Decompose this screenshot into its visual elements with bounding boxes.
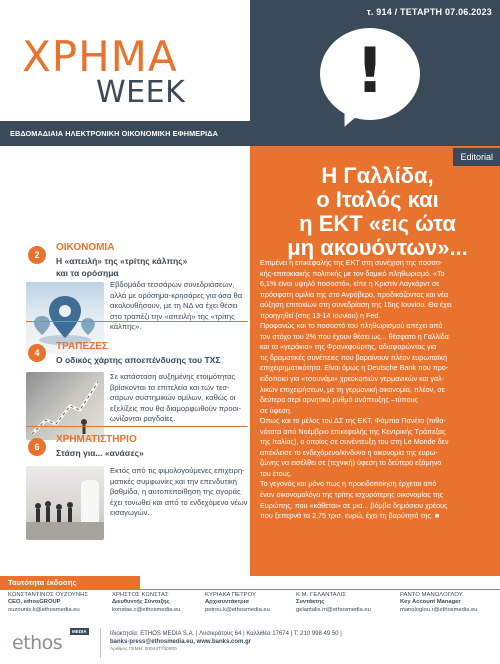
staff-email[interactable]: ouzounis.k@ethosmedia.eu <box>8 606 80 613</box>
body-line: έναν οικονομολόγο της τρίτης ισχυρότερης οικονομίας της <box>260 490 444 500</box>
body-line: δεύτερο σερί αρνητικό ρυθμό ανάπτυξης –τύπους <box>260 395 418 405</box>
body-line: και τα «γεράκια» της Φρανκφούρτης, αδιαφορώντας για <box>260 342 437 352</box>
page-badge-6[interactable]: 6 <box>28 438 46 456</box>
speech-bubble-icon <box>320 28 420 120</box>
divider <box>26 321 248 322</box>
blurb-line: σάρων συστημικών ομίλων, καθώς οι <box>110 393 236 403</box>
body-line: Όπως και το μέλος του ΔΣ της ΕΚΤ, Φάμπιο Πανέτα (πιθα- <box>260 416 446 426</box>
staff-editor-in-chief <box>205 592 270 614</box>
rubric-economy: ΟΙΚΟΝΟΜΙΑ <box>56 242 115 253</box>
body-line: απέκλεισε το ενδεχόμενο/κίνδυνο η οικονομία της ευρω- <box>260 447 438 457</box>
blurb-economy <box>110 280 248 333</box>
body-line: του έτους. <box>260 468 292 478</box>
issue-date: τ. 914 / ΤΕΤΑΡΤΗ 07.06.2023 <box>366 7 492 17</box>
blurb-line: στο τραπέζι την «απειλή» της «τρίτης <box>110 311 235 321</box>
headline-line: και τα ορόσημα <box>56 268 119 278</box>
body-line: ειδοποιεί για «τσουνάμι» χρεοκοπιών γερμανικών και γαλ- <box>260 374 445 384</box>
blurb-banks <box>110 372 248 425</box>
body-line: κής-επιτοκιακής πολιτικής με τον δομικό πληθωρισμό. «Το <box>260 268 445 278</box>
blurb-line: ματικές συμφωνίες και την επενδυτική <box>110 476 238 486</box>
staff-email[interactable]: petrou.k@ethosmedia.eu <box>205 606 270 613</box>
body-line: προηγηθεί (στις 13-14 Ιουνίου) η Fed. <box>260 310 381 320</box>
headline-line: Ο οδικός χάρτης αποεπένδυσης του ΤΧΣ <box>56 355 221 365</box>
story-column <box>0 146 250 576</box>
body-line: 6,1% είναι υψηλό ποσοστό», είπε η Κριστίν Λαγκάρντ σε <box>260 279 440 289</box>
body-line: πρόσφατη ομιλία της στο Ανρόβερο, προδικάζοντας και νέα <box>260 289 449 299</box>
title-line: Η Γαλλίδα, <box>321 163 434 188</box>
contact-line[interactable]: banks-press@ethosmedia.eu, www.banks.com.gr <box>110 639 252 645</box>
editorial-body <box>260 258 492 522</box>
blurb-line: αλλά με ορόσημα-κρησάρες για όσα θα <box>110 290 243 300</box>
divider <box>26 426 248 427</box>
publisher-line: Ιδιοκτησία: ETHOS MEDIA S.A. | Λυσικράτους 64 | Καλλιθέα 17674 | T: 210 998 49 50 | <box>110 631 342 637</box>
title-line: μη ακουόντων»... <box>287 235 468 260</box>
body-line: ζώνης να εισέλθει σε (τεχνική) ύφεση το δεύτερο εξάμηνο <box>260 458 442 468</box>
staff-role: Διευθυντής Σύνταξης <box>112 599 170 606</box>
staff-reporter <box>296 592 371 614</box>
body-line: νότατα από Νοέμβριο επικεφαλής της Κεντρικής Τράπεζας <box>260 426 446 436</box>
headline-line: Στάση για... «ανάσες» <box>56 448 144 458</box>
body-line: επιχειρηματικότητα. Είναι όμως η Deutsche Bank που προ- <box>260 363 449 373</box>
footer-rule <box>0 589 500 590</box>
body-line: αύξηση επιτοκίων στη συνεδρίαση της 15ης Ιουνίου. Θα έχει <box>260 300 452 310</box>
title-line: ο Ιταλός και <box>316 187 439 212</box>
staff-email[interactable]: konstas.c@ethosmedia.eu <box>112 606 181 613</box>
staff-name: ΚΩΝΣΤΑΝΤΙΝΟΣ ΟΥΖΟΥΝΗΣ <box>8 592 89 598</box>
body-line: τις δραματικές συνέπειες που βαραίνουν πλέον ευρωπαϊκή <box>260 352 448 362</box>
editorial-tab[interactable]: Editorial <box>453 148 500 166</box>
staff-director <box>112 592 180 614</box>
title-line: η ΕΚΤ «εις ώτα <box>299 211 456 236</box>
blurb-line: βαθμίδα, η αυτοπεποίθηση της αγοράς <box>110 487 241 497</box>
masthead <box>0 0 500 146</box>
blurb-line: ωνίζονται ραγδαίες. <box>110 414 176 424</box>
headline-banks[interactable] <box>56 354 246 366</box>
staff-role: Key Account Manager <box>400 599 461 606</box>
logo-xrima: ΧΡΗΜΑ <box>22 32 178 81</box>
body-line: Ευρώπης, που «κάθεται» σε μια... βόμβα δημόσιου χρέους <box>260 500 448 510</box>
logo-tag: MEDIA <box>72 629 87 634</box>
publisher-info <box>110 630 342 654</box>
body-line: Επιμένει η επικεφαλής της ΕΚΤ στη συνέχιση της ποσοτι- <box>260 258 443 267</box>
staff-name: ΡΑΝΤΟ ΜΑΝΩΛΟΓΛΟΥ <box>400 592 463 598</box>
staff-name: ΚΥΡΙΑΚΑ ΠΕΤΡΟΥ <box>205 592 257 598</box>
footer-separator <box>100 628 101 658</box>
logo-word: ethos <box>12 632 63 654</box>
tagline: ΕΒΔΟΜΑΔΙΑΙΑ ΗΛΕΚΤΡΟΝΙΚΗ ΟΙΚΟΝΟΜΙΚΗ ΕΦΗΜΕΡΙΔΑ <box>0 121 250 146</box>
speech-bubble <box>320 28 420 120</box>
body-line: τον στόχο του 2% που έχουν θέσει ως... θέσφατο η Γαλλίδα <box>260 331 449 341</box>
blurb-line: βρίσκονται τα επιτελεία και των τεσ- <box>110 382 230 392</box>
road-chart-icon <box>26 372 104 440</box>
staff-name: ΧΡΗΣΤΟΣ ΚΩΝΣΤΑΣ <box>112 592 169 598</box>
blurb-line: έχει τονωθεί και από το ενδεχόμενο νέων <box>110 497 248 507</box>
ethos-media-logo[interactable] <box>8 628 94 660</box>
blurb-line: εισαγωγών. <box>110 508 150 518</box>
staff-name: Κ.Μ. ΓΕΛΑΝΤΑΛΙΣ <box>296 592 347 598</box>
staff-email[interactable]: manologlou.r@ethosmedia.eu <box>400 606 478 613</box>
headline-economy[interactable] <box>56 255 246 279</box>
blurb-stock-exchange <box>110 466 248 519</box>
editorial-title[interactable] <box>260 164 495 260</box>
business-people-icon <box>26 466 104 540</box>
rubric-stock-exchange: ΧΡΗΜΑΤΙΣΤΗΡΙΟ <box>56 434 137 445</box>
logo-week: WEEK <box>96 75 186 110</box>
headline-stock-exchange[interactable] <box>56 447 246 459</box>
masthead-illustration <box>250 0 500 146</box>
masthead-logo-area <box>0 0 250 146</box>
blurb-line: Εκτός από τις φιμολογούμενες επιχειρη- <box>110 466 245 475</box>
body-line: Προφανώς και το ποσοστό του πληθωρισμού απέχει από <box>260 321 443 331</box>
body-line: Το γεγονός και μόνο πως η προειδοποίηση έρχεται από <box>260 479 437 489</box>
body-line: σε ύφεση. <box>260 405 292 415</box>
blurb-line: ακολουθήσουν, με τη ΝΔ να έχει θέσει <box>110 301 238 311</box>
exclamation-mark: ! <box>355 34 385 107</box>
staff-role: Συντάκτης <box>296 599 325 606</box>
staff-role: CEO, ethosGROUP <box>8 599 61 606</box>
staff-role: Αρχισυντάκτρια <box>205 599 249 606</box>
blurb-line: Σε κατάσταση αυξημένης ετοιμότητας <box>110 372 236 381</box>
imprint-title: Ταυτότητα έκδοσης <box>0 576 140 589</box>
body-line: λικών επιχειρήσεων, με τη γερμανική οικονομία, πλέον, σε <box>260 384 445 394</box>
thumbnail-road-chart[interactable] <box>26 372 104 440</box>
footer-imprint <box>0 576 500 664</box>
page-badge-4[interactable]: 4 <box>28 344 46 362</box>
body-line: που ξεπερνά τα 2,75 τρισ. ευρώ, έχει τη βαρύτητά της. ■ <box>260 511 440 521</box>
page-badge-2[interactable]: 2 <box>28 246 46 264</box>
blurb-line: εξελίξεις που θα διαμορφωθούν προοι- <box>110 403 242 413</box>
staff-email[interactable]: gelantalis.m@ethosmedia.eu <box>296 606 371 613</box>
editorial-column <box>250 146 500 576</box>
thumbnail-business-people[interactable] <box>26 466 104 540</box>
staff-account-manager <box>400 592 477 614</box>
staff-ceo <box>8 592 88 614</box>
rubric-banks: ΤΡΑΠΕΖΕΣ <box>56 341 108 352</box>
registry-line: Αριθμός ΓΕΜΗ: 000447740000 <box>110 647 177 652</box>
body-line: της Ιταλίας), ο οποίος σε συνέντευξη του στη Le Monde δεν <box>260 437 449 447</box>
blurb-line: κάλπης». <box>110 322 142 332</box>
headline-line: Η «απειλή» της «τρίτης κάλπης» <box>56 256 188 266</box>
blurb-line: Εβδομάδα τεσσάρων συνεδριάσεων, <box>110 280 235 289</box>
